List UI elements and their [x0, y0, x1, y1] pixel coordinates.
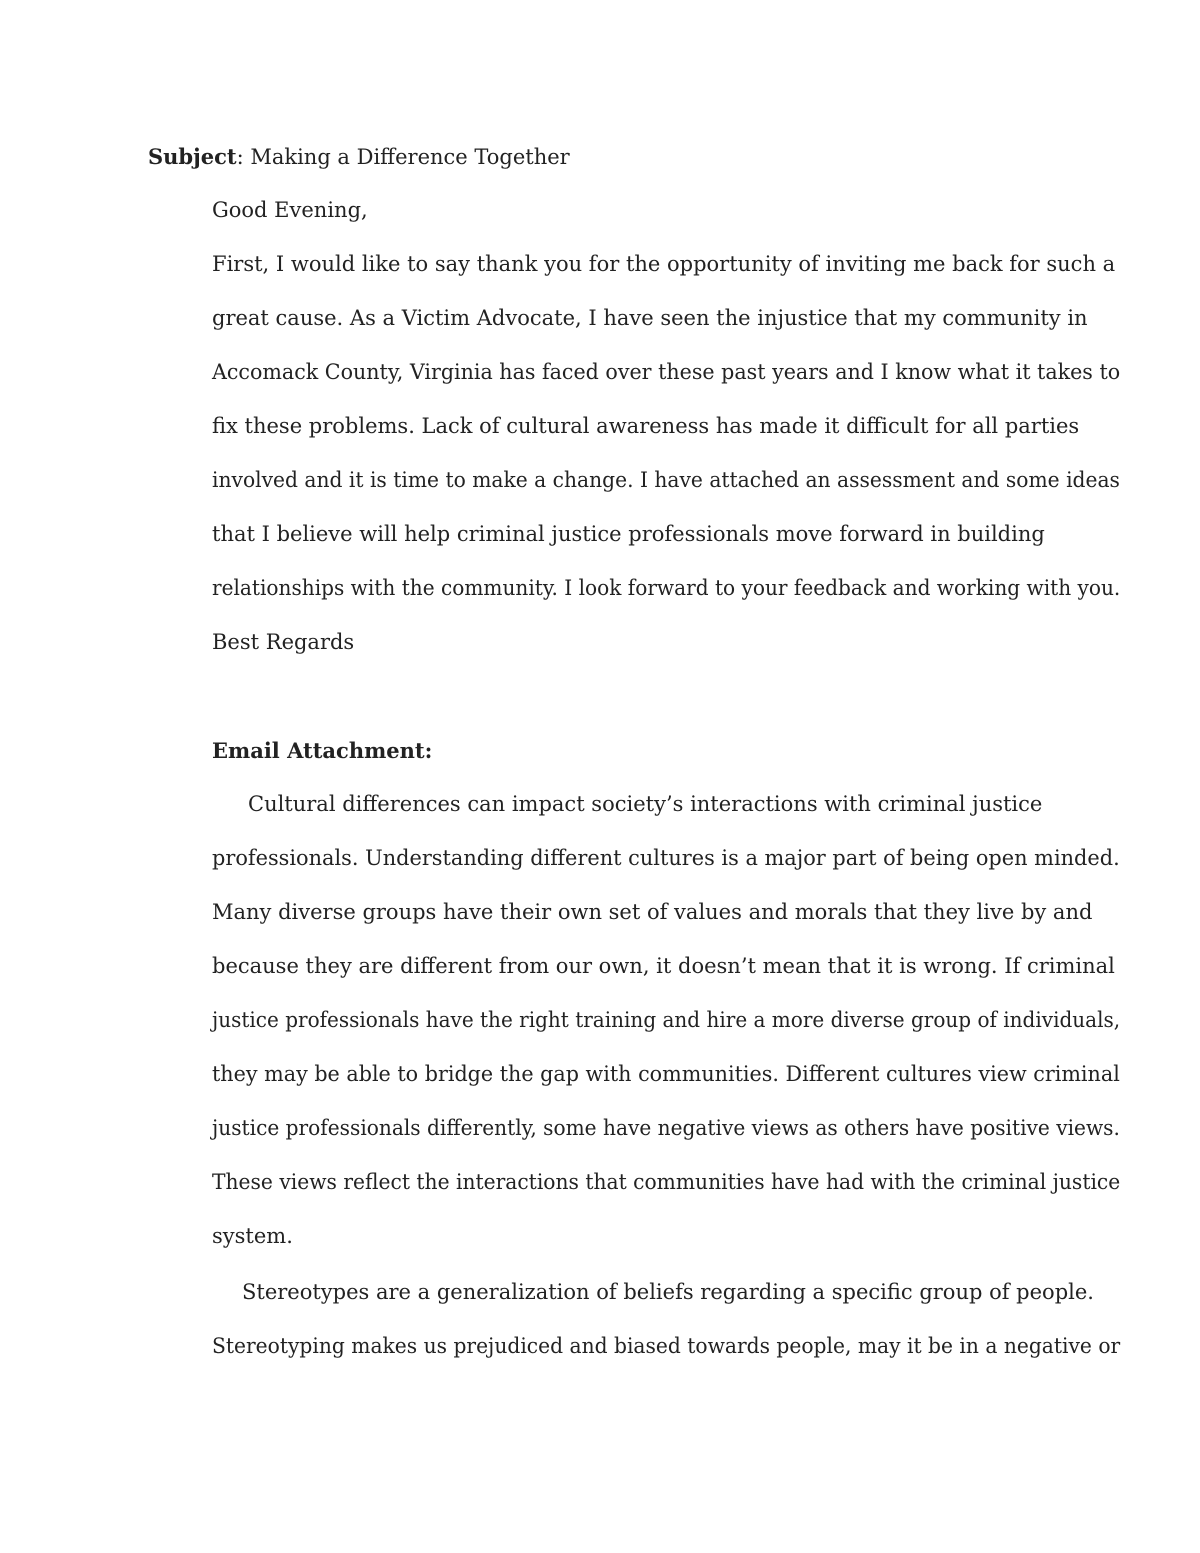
attachment-p1-line: justice professionals differently, some have negative views as others have positive views. — [212, 1116, 1120, 1140]
email-body-line: Accomack County, Virginia has faced over these past years and I know what it takes to — [212, 360, 1121, 384]
attachment-heading: Email Attachment: — [212, 738, 433, 763]
attachment-p1-line: professionals. Understanding different cultures is a major part of being open minded. — [212, 846, 1120, 870]
email-body-line: fix these problems. Lack of cultural awareness has made it difficult for all parties — [212, 414, 1080, 438]
email-body-line: that I believe will help criminal justice professionals move forward in building — [212, 522, 1045, 546]
attachment-p1-line: Many diverse groups have their own set of values and morals that they live by and — [212, 900, 1093, 924]
subject-value: : Making a Difference Together — [236, 145, 570, 169]
attachment-p1-line: justice professionals have the right training and hire a more diverse group of individuals, — [212, 1008, 1121, 1032]
email-body-line: involved and it is time to make a change. I have attached an assessment and some ideas — [212, 468, 1120, 492]
email-body-line: First, I would like to say thank you for the opportunity of inviting me back for such a — [212, 252, 1116, 276]
attachment-p1-line: because they are different from our own, it doesn’t mean that it is wrong. If criminal — [212, 954, 1115, 978]
attachment-p2-line: Stereotypes are a generalization of beliefs regarding a specific group of people. — [242, 1280, 1094, 1304]
subject-label: Subject — [148, 144, 237, 169]
email-body-line: relationships with the community. I look forward to your feedback and working with you. — [212, 576, 1121, 600]
email-greeting: Good Evening, — [212, 198, 368, 222]
attachment-p1-line: they may be able to bridge the gap with communities. Different cultures view criminal — [212, 1062, 1120, 1086]
email-body-line: great cause. As a Victim Advocate, I have seen the injustice that my community in — [212, 306, 1088, 330]
attachment-p2-line: Stereotyping makes us prejudiced and biased towards people, may it be in a negative or — [212, 1334, 1121, 1358]
attachment-p1-line: These views reflect the interactions that communities have had with the criminal justice — [212, 1170, 1121, 1194]
attachment-p1-line: Cultural differences can impact society’s interactions with criminal justice — [248, 792, 1043, 816]
subject-line — [148, 146, 570, 168]
email-signoff: Best Regards — [212, 630, 355, 654]
attachment-p1-line: system. — [212, 1224, 293, 1248]
